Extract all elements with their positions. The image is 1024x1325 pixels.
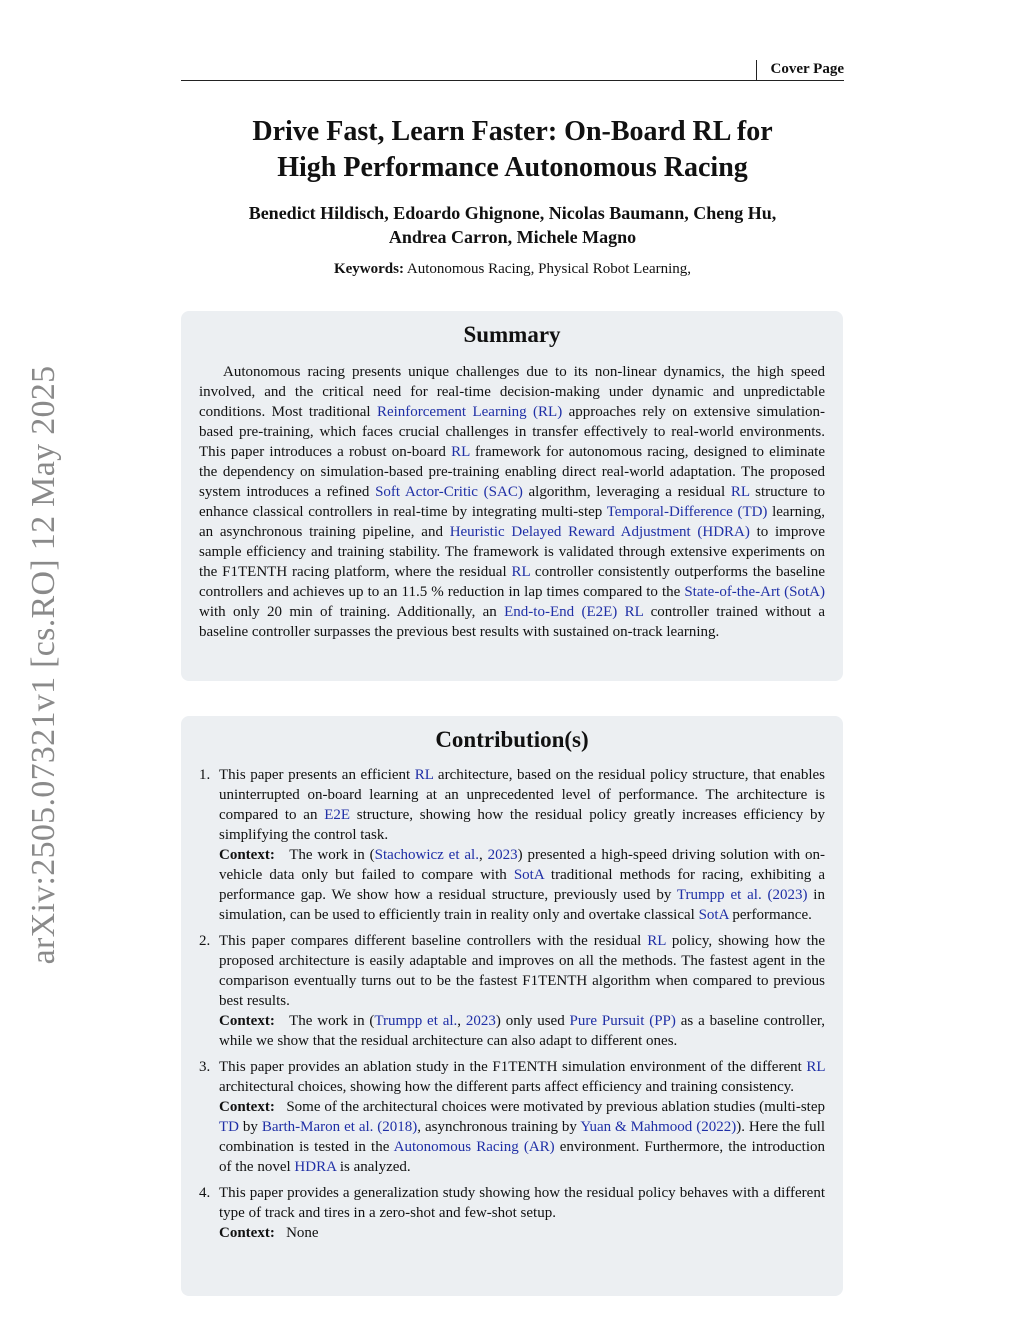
keywords-value: Autonomous Racing, Physical Robot Learning, (406, 261, 692, 277)
summary-text-part: structure to enhance classical controllers in real-time by integrating multi-step (199, 484, 825, 520)
acronym-link[interactable]: TD (219, 1119, 239, 1135)
summary-title: Summary (463, 322, 561, 347)
summary-text-part: controller consistently outperforms the baseline controllers and achieves up to an 11.5 % reduction in lap times compared to the (199, 564, 825, 600)
acronym-link[interactable]: RL (451, 444, 470, 460)
acronym-link[interactable]: Soft Actor-Critic (SAC) (375, 484, 523, 500)
contribution-number: 2. (199, 933, 211, 949)
contribution-statement (219, 931, 825, 1011)
summary-text-part: to improve sample efficiency and training stability. The framework is validated through extensive experiments on the F1TENTH racing platform, where the residual (199, 524, 825, 580)
paper-title (181, 114, 844, 186)
keywords (181, 259, 844, 279)
context-text: performance. (728, 907, 812, 923)
summary-text-part: approaches rely on extensive simulation-based pre-training, which faces crucial challenges in transfer effectively to real-world environments. This paper introduces a robust on-board (199, 404, 825, 460)
statement-text: policy, showing how the proposed architecture is easily adaptable and improves on all the methods. The fastest agent in the comparison eventually turns out to be the fastest F1TENTH algorithm when compared to previous best results. (219, 933, 825, 1009)
title-line-2: High Performance Autonomous Racing (277, 152, 748, 183)
citation-link[interactable]: Stachowicz et al. (374, 847, 479, 863)
acronym-link[interactable]: SotA (698, 907, 729, 923)
author-list (181, 201, 844, 249)
acronym-link[interactable]: RL (730, 484, 750, 500)
citation-link[interactable]: Trumpp et al. (374, 1013, 458, 1029)
summary-text-part: with only 20 min of training. Additionally, an (199, 604, 505, 620)
contribution-context (219, 1223, 825, 1243)
acronym-link[interactable]: Temporal-Difference (TD) (606, 504, 768, 520)
statement-text: This paper provides a generalization study showing how the residual policy behaves with a different type of track and tires in a zero-shot and few-shot setup. (219, 1185, 825, 1221)
context-text: as a baseline controller, while we show that the residual architecture can also adapt to different ones. (219, 1013, 826, 1049)
statement-text: This paper presents an efficient (219, 767, 415, 783)
contribution-item (199, 931, 825, 1051)
acronym-link[interactable]: Reinforcement Learning (RL) (376, 404, 563, 420)
contribution-statement (219, 1183, 825, 1223)
context-text: is analyzed. (336, 1159, 411, 1175)
summary-text (199, 362, 825, 642)
contribution-context (219, 1011, 825, 1051)
authors-line-1: Benedict Hildisch, Edoardo Ghignone, Nicolas Baumann, Cheng Hu, (248, 203, 777, 223)
citation-link[interactable]: Barth-Maron et al. (2018) (261, 1119, 418, 1135)
context-text: ) only used (495, 1013, 570, 1029)
context-label: Context: (219, 847, 275, 863)
citation-link[interactable]: 2023 (487, 847, 518, 863)
context-label: Context: (219, 1013, 275, 1029)
contribution-context (219, 845, 825, 925)
summary-text-part: Autonomous racing presents unique challenges due to its non-linear dynamics, the high speed involved, and the critical need for real-time decision-making under dynamic and unpredictable conditions. Most traditional (199, 364, 825, 420)
summary-text-part: learning, an asynchronous training pipeline, and (199, 504, 825, 540)
summary-text-part: framework for autonomous racing, designed to eliminate the dependency on simulation-based pre-training enabling direct real-world adaptation. The proposed system introduces a refined (199, 444, 825, 500)
acronym-link[interactable]: RL (624, 604, 644, 620)
citation-link[interactable]: Trumpp et al. (2023) (676, 887, 808, 903)
contribution-context (219, 1097, 825, 1177)
statement-text: structure, showing how the residual policy greatly increases efficiency by simplifying the control task. (219, 807, 825, 843)
acronym-link[interactable]: RL (806, 1059, 825, 1075)
acronym-link[interactable]: State-of-the-Art (SotA) (684, 584, 825, 600)
statement-text: architecture, based on the residual policy structure, that enables uninterrupted on-board learning at an unprecedented level of performance. The architecture is compared to an (219, 767, 826, 823)
acronym-link[interactable]: Heuristic Delayed Reward Adjustment (HDRA) (449, 524, 750, 540)
statement-text: This paper compares different baseline controllers with the residual (219, 933, 648, 949)
title-line-1: Drive Fast, Learn Faster: On-Board RL for (252, 116, 773, 147)
summary-text-part: algorithm, leveraging a residual (522, 484, 731, 500)
acronym-link[interactable]: SotA (513, 867, 544, 883)
citation-link[interactable]: 2023 (465, 1013, 496, 1029)
summary-card (181, 311, 843, 681)
contribution-statement (219, 1057, 825, 1097)
contribution-statement (219, 765, 825, 845)
context-label: Context: (219, 1225, 275, 1241)
context-text: by (239, 1119, 262, 1135)
context-text: The work in ( (289, 1013, 375, 1029)
acronym-link[interactable]: End-to-End (E2E) (504, 604, 618, 620)
acronym-link[interactable]: HDRA (294, 1159, 337, 1175)
context-text: traditional methods for racing, exhibiting a performance gap. We show how a residual structure, previously used by (219, 867, 825, 903)
acronym-link[interactable]: RL (511, 564, 531, 580)
acronym-link[interactable]: RL (414, 767, 434, 783)
context-text: The work in ( (289, 847, 375, 863)
context-text: ). Here the full combination is tested in the (219, 1119, 826, 1155)
header-label: Cover Page (770, 61, 844, 77)
context-text: , (457, 1013, 466, 1029)
context-text: None (286, 1225, 319, 1241)
contribution-item (199, 765, 825, 925)
context-label: Context: (219, 1099, 275, 1115)
contribution-number: 3. (199, 1059, 211, 1075)
contribution-item (199, 1057, 825, 1177)
arxiv-stamp: arXiv:2505.07321v1 [cs.RO] 12 May 2025 (25, 365, 62, 965)
context-text: environment. Furthermore, the introduction of the novel (219, 1139, 825, 1175)
contribution-item (199, 1183, 825, 1243)
acronym-link[interactable]: Pure Pursuit (PP) (569, 1013, 676, 1029)
acronym-link[interactable]: RL (647, 933, 666, 949)
context-text: , asynchronous training by (417, 1119, 581, 1135)
keywords-label: Keywords: (333, 261, 404, 277)
statement-text: This paper provides an ablation study in the F1TENTH simulation environment of the different (219, 1059, 807, 1075)
summary-text-part: controller trained without a baseline controller surpasses the previous best results with sustained on-track learning. (199, 604, 825, 640)
contribution-number: 1. (199, 767, 211, 783)
context-text: in simulation, can be used to efficiently train in reality only and overtake classical (219, 887, 825, 923)
authors-line-2: Andrea Carron, Michele Magno (388, 227, 637, 247)
header-rule (181, 80, 844, 81)
acronym-link[interactable]: E2E (324, 807, 351, 823)
contribution-number: 4. (199, 1185, 211, 1201)
statement-text: architectural choices, showing how the different parts affect efficiency and training consistency. (219, 1079, 795, 1095)
context-text: , (478, 847, 488, 863)
contributions-card (181, 716, 843, 1296)
context-text: Some of the architectural choices were motivated by previous ablation studies (multi-step (286, 1099, 825, 1115)
header-divider (756, 60, 757, 80)
contributions-title: Contribution(s) (435, 727, 589, 752)
context-text: ) presented a high-speed driving solution with on-vehicle data only but failed to compare with (219, 847, 826, 883)
citation-link[interactable]: Yuan & Mahmood (2022) (580, 1119, 737, 1135)
acronym-link[interactable]: Autonomous Racing (AR) (393, 1139, 555, 1155)
contributions-list (199, 765, 825, 1243)
